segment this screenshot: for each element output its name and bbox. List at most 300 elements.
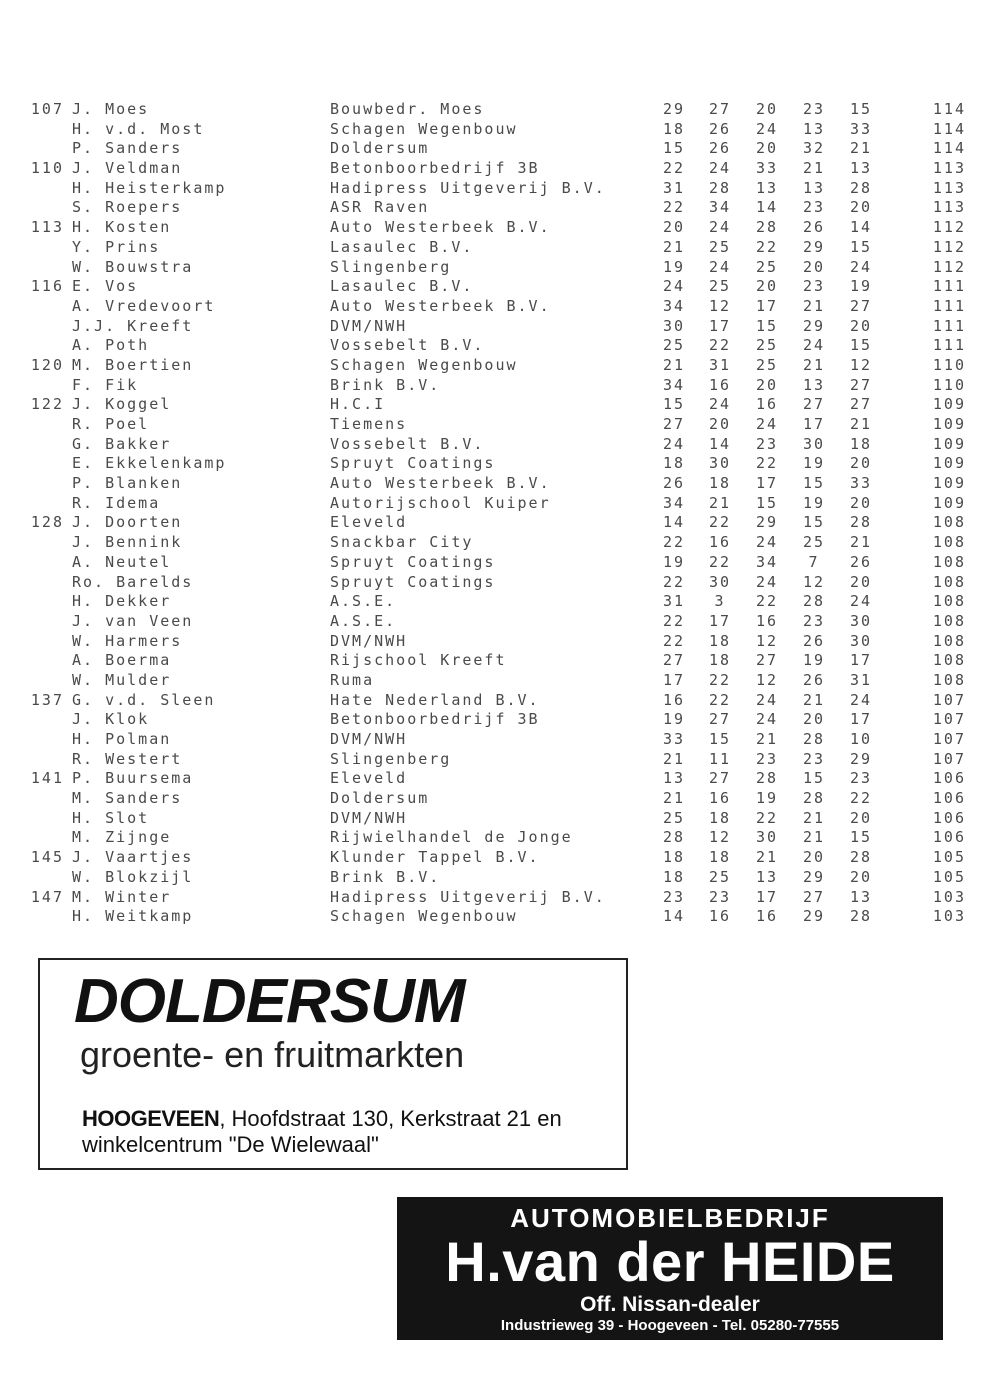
round-score: 33 bbox=[849, 119, 873, 138]
round-score: 33 bbox=[849, 474, 873, 493]
result-row bbox=[22, 100, 982, 120]
player-name: F. Fik bbox=[72, 375, 139, 394]
total-score: 112 bbox=[932, 257, 966, 276]
round-score: 26 bbox=[802, 218, 826, 237]
round-score: 20 bbox=[802, 848, 826, 867]
round-score: 23 bbox=[755, 749, 779, 768]
round-score: 23 bbox=[802, 100, 826, 118]
player-name: P. Blanken bbox=[72, 474, 183, 493]
round-score: 13 bbox=[802, 178, 826, 197]
round-score: 18 bbox=[708, 848, 732, 867]
result-row bbox=[22, 415, 982, 435]
heide-contact-line: Industrieweg 39 - Hoogeveen - Tel. 05280-77555 bbox=[500, 1317, 840, 1334]
player-name: P. Buursema bbox=[72, 769, 194, 788]
club-name: Hadipress Uitgeverij B.V. bbox=[330, 178, 606, 197]
total-score: 105 bbox=[932, 848, 966, 867]
round-score: 20 bbox=[849, 867, 873, 886]
round-score: 24 bbox=[662, 277, 686, 296]
round-score: 17 bbox=[708, 316, 732, 335]
total-score: 103 bbox=[932, 887, 966, 906]
total-score: 111 bbox=[932, 277, 966, 296]
round-score: 17 bbox=[849, 651, 873, 670]
round-score: 23 bbox=[755, 434, 779, 453]
result-row bbox=[22, 277, 982, 297]
round-score: 21 bbox=[662, 749, 686, 768]
total-score: 109 bbox=[932, 493, 966, 512]
doldersum-city: HOOGEVEEN bbox=[82, 1106, 220, 1131]
round-score: 17 bbox=[802, 415, 826, 433]
round-score: 12 bbox=[708, 296, 732, 315]
result-row bbox=[22, 179, 982, 199]
round-score: 28 bbox=[849, 907, 873, 926]
round-score: 17 bbox=[708, 611, 732, 630]
club-name: Lasaulec B.V. bbox=[330, 277, 474, 296]
round-score: 24 bbox=[802, 336, 826, 355]
result-row bbox=[22, 120, 982, 140]
round-score: 29 bbox=[802, 907, 826, 926]
round-score: 20 bbox=[849, 454, 873, 473]
round-score: 19 bbox=[802, 651, 826, 670]
round-score: 25 bbox=[708, 237, 732, 256]
round-score: 14 bbox=[708, 434, 732, 453]
result-row bbox=[22, 809, 982, 829]
round-score: 27 bbox=[849, 296, 873, 315]
round-score: 13 bbox=[662, 769, 686, 788]
round-score: 27 bbox=[708, 769, 732, 788]
total-score: 108 bbox=[932, 631, 966, 650]
rank: 107 bbox=[30, 100, 64, 118]
club-name: Hate Nederland B.V. bbox=[330, 690, 540, 709]
round-score: 30 bbox=[849, 611, 873, 630]
total-score: 114 bbox=[932, 100, 966, 118]
result-row bbox=[22, 573, 982, 593]
round-score: 15 bbox=[849, 828, 873, 847]
round-score: 15 bbox=[802, 769, 826, 788]
round-score: 13 bbox=[849, 159, 873, 178]
club-name: Spruyt Coatings bbox=[330, 454, 496, 473]
total-score: 106 bbox=[932, 808, 966, 827]
round-score: 28 bbox=[708, 178, 732, 197]
round-score: 18 bbox=[662, 848, 686, 867]
round-score: 25 bbox=[662, 808, 686, 827]
player-name: J. Bennink bbox=[72, 533, 183, 552]
round-score: 15 bbox=[755, 493, 779, 512]
round-score: 13 bbox=[755, 178, 779, 197]
club-name: Autorijschool Kuiper bbox=[330, 493, 551, 512]
result-row bbox=[22, 553, 982, 573]
round-score: 19 bbox=[662, 257, 686, 276]
heide-heading: AUTOMOBIELBEDRIJF bbox=[510, 1203, 830, 1233]
total-score: 108 bbox=[932, 513, 966, 532]
round-score: 16 bbox=[755, 395, 779, 414]
round-score: 31 bbox=[849, 670, 873, 689]
round-score: 22 bbox=[755, 237, 779, 256]
round-score: 22 bbox=[755, 808, 779, 827]
round-score: 30 bbox=[849, 631, 873, 650]
round-score: 20 bbox=[849, 493, 873, 512]
rank: 137 bbox=[30, 690, 64, 709]
club-name: Eleveld bbox=[330, 769, 408, 788]
result-row bbox=[22, 730, 982, 750]
player-name: M. Winter bbox=[72, 887, 172, 906]
player-name: A. Boerma bbox=[72, 651, 172, 670]
round-score: 24 bbox=[755, 119, 779, 138]
club-name: Bouwbedr. Moes bbox=[330, 100, 485, 118]
player-name: J. Koggel bbox=[72, 395, 172, 414]
round-score: 18 bbox=[708, 631, 732, 650]
round-score: 25 bbox=[662, 336, 686, 355]
round-score: 21 bbox=[802, 808, 826, 827]
round-score: 22 bbox=[708, 513, 732, 532]
round-score: 15 bbox=[708, 730, 732, 748]
round-score: 19 bbox=[662, 710, 686, 729]
club-name: Spruyt Coatings bbox=[330, 572, 496, 591]
club-name: Rijwielhandel de Jonge bbox=[330, 828, 573, 847]
club-name: Spruyt Coatings bbox=[330, 552, 496, 571]
club-name: Schagen Wegenbouw bbox=[330, 907, 518, 926]
result-row bbox=[22, 139, 982, 159]
club-name: Betonboorbedrijf 3B bbox=[330, 159, 540, 178]
round-score: 14 bbox=[849, 218, 873, 237]
round-score: 17 bbox=[755, 296, 779, 315]
round-score: 34 bbox=[708, 198, 732, 217]
round-score: 13 bbox=[755, 867, 779, 886]
round-score: 15 bbox=[849, 237, 873, 256]
total-score: 109 bbox=[932, 454, 966, 473]
heide-company-name: H.van der HEIDE bbox=[445, 1230, 895, 1293]
player-name: J. Vaartjes bbox=[72, 848, 194, 867]
round-score: 16 bbox=[708, 789, 732, 808]
club-name: Brink B.V. bbox=[330, 375, 441, 394]
round-score: 23 bbox=[662, 887, 686, 906]
round-score: 16 bbox=[662, 690, 686, 709]
total-score: 108 bbox=[932, 533, 966, 552]
total-score: 107 bbox=[932, 690, 966, 709]
club-name: DVM/NWH bbox=[330, 631, 408, 650]
heide-dealer-text: Off. Nissan-dealer bbox=[580, 1293, 760, 1316]
player-name: J. Klok bbox=[72, 710, 150, 729]
total-score: 111 bbox=[932, 336, 966, 355]
player-name: H. Slot bbox=[72, 808, 150, 827]
round-score: 20 bbox=[849, 198, 873, 217]
total-score: 108 bbox=[932, 611, 966, 630]
player-name: W. Blokzijl bbox=[72, 867, 194, 886]
round-score: 23 bbox=[849, 769, 873, 788]
club-name: Schagen Wegenbouw bbox=[330, 119, 518, 138]
total-score: 109 bbox=[932, 395, 966, 414]
total-score: 111 bbox=[932, 316, 966, 335]
round-score: 16 bbox=[755, 907, 779, 926]
round-score: 28 bbox=[802, 592, 826, 611]
round-score: 20 bbox=[849, 316, 873, 335]
total-score: 107 bbox=[932, 710, 966, 729]
total-score: 106 bbox=[932, 769, 966, 788]
club-name: Betonboorbedrijf 3B bbox=[330, 710, 540, 729]
round-score: 15 bbox=[755, 316, 779, 335]
player-name: Y. Prins bbox=[72, 237, 161, 256]
doldersum-logo-text: DOLDERSUM bbox=[74, 967, 465, 1036]
club-name: ASR Raven bbox=[330, 198, 430, 217]
round-score: 24 bbox=[849, 592, 873, 611]
round-score: 33 bbox=[755, 159, 779, 178]
round-score: 24 bbox=[755, 572, 779, 591]
doldersum-address-line1: , Hoofdstraat 130, Kerkstraat 21 en bbox=[219, 1106, 562, 1131]
round-score: 15 bbox=[662, 139, 686, 158]
round-score: 23 bbox=[802, 749, 826, 768]
round-score: 22 bbox=[662, 159, 686, 178]
total-score: 109 bbox=[932, 434, 966, 453]
rank: 141 bbox=[30, 769, 64, 788]
total-score: 113 bbox=[932, 159, 966, 178]
results-table bbox=[22, 100, 982, 927]
total-score: 105 bbox=[932, 867, 966, 886]
round-score: 23 bbox=[802, 277, 826, 296]
round-score: 20 bbox=[708, 415, 732, 433]
round-score: 24 bbox=[708, 395, 732, 414]
round-score: 30 bbox=[802, 434, 826, 453]
player-name: W. Bouwstra bbox=[72, 257, 194, 276]
round-score: 20 bbox=[755, 375, 779, 394]
round-score: 28 bbox=[802, 789, 826, 808]
total-score: 109 bbox=[932, 474, 966, 493]
round-score: 28 bbox=[662, 828, 686, 847]
player-name: J. van Veen bbox=[72, 611, 194, 630]
club-name: Brink B.V. bbox=[330, 867, 441, 886]
result-row bbox=[22, 710, 982, 730]
player-name: J. Moes bbox=[72, 100, 150, 118]
result-row bbox=[22, 769, 982, 789]
total-score: 108 bbox=[932, 651, 966, 670]
round-score: 17 bbox=[662, 670, 686, 689]
total-score: 106 bbox=[932, 828, 966, 847]
round-score: 24 bbox=[755, 533, 779, 552]
round-score: 24 bbox=[662, 434, 686, 453]
total-score: 108 bbox=[932, 592, 966, 611]
rank: 145 bbox=[30, 848, 64, 867]
round-score: 22 bbox=[708, 552, 732, 571]
club-name: A.S.E. bbox=[330, 611, 397, 630]
total-score: 113 bbox=[932, 198, 966, 217]
result-row bbox=[22, 317, 982, 337]
round-score: 19 bbox=[662, 552, 686, 571]
round-score: 30 bbox=[755, 828, 779, 847]
rank: 122 bbox=[30, 395, 64, 414]
round-score: 27 bbox=[802, 887, 826, 906]
round-score: 29 bbox=[849, 749, 873, 768]
player-name: H. Kosten bbox=[72, 218, 172, 237]
round-score: 24 bbox=[755, 710, 779, 729]
round-score: 24 bbox=[755, 690, 779, 709]
round-score: 14 bbox=[662, 513, 686, 532]
player-name: Ro. Barelds bbox=[72, 572, 194, 591]
result-row bbox=[22, 435, 982, 455]
round-score: 24 bbox=[708, 159, 732, 178]
club-name: Snackbar City bbox=[330, 533, 474, 552]
round-score: 21 bbox=[802, 690, 826, 709]
total-score: 103 bbox=[932, 907, 966, 926]
round-score: 25 bbox=[755, 336, 779, 355]
round-score: 22 bbox=[662, 611, 686, 630]
round-score: 14 bbox=[755, 198, 779, 217]
round-score: 30 bbox=[662, 316, 686, 335]
round-score: 25 bbox=[755, 257, 779, 276]
total-score: 111 bbox=[932, 296, 966, 315]
player-name: H. Weitkamp bbox=[72, 907, 194, 926]
club-name: Rijschool Kreeft bbox=[330, 651, 507, 670]
club-name: Vossebelt B.V. bbox=[330, 336, 485, 355]
rank: 120 bbox=[30, 355, 64, 374]
round-score: 20 bbox=[755, 100, 779, 118]
total-score: 112 bbox=[932, 218, 966, 237]
round-score: 21 bbox=[662, 237, 686, 256]
club-name: Schagen Wegenbouw bbox=[330, 355, 518, 374]
club-name: Auto Westerbeek B.V. bbox=[330, 474, 551, 493]
club-name: H.C.I bbox=[330, 395, 386, 414]
result-row bbox=[22, 750, 982, 770]
result-row bbox=[22, 533, 982, 553]
round-score: 20 bbox=[755, 139, 779, 158]
round-score: 21 bbox=[802, 159, 826, 178]
club-name: Klunder Tappel B.V. bbox=[330, 848, 540, 867]
round-score: 28 bbox=[755, 218, 779, 237]
round-score: 13 bbox=[802, 375, 826, 394]
round-score: 15 bbox=[662, 395, 686, 414]
round-score: 25 bbox=[708, 867, 732, 886]
total-score: 112 bbox=[932, 237, 966, 256]
result-row bbox=[22, 198, 982, 218]
round-score: 33 bbox=[662, 730, 686, 748]
round-score: 22 bbox=[662, 198, 686, 217]
round-score: 26 bbox=[802, 631, 826, 650]
club-name: DVM/NWH bbox=[330, 808, 408, 827]
total-score: 114 bbox=[932, 119, 966, 138]
round-score: 27 bbox=[849, 375, 873, 394]
club-name: Auto Westerbeek B.V. bbox=[330, 296, 551, 315]
rank: 110 bbox=[30, 159, 64, 178]
round-score: 28 bbox=[802, 730, 826, 748]
doldersum-address bbox=[82, 1106, 562, 1158]
result-row bbox=[22, 632, 982, 652]
round-score: 29 bbox=[662, 100, 686, 118]
round-score: 20 bbox=[849, 572, 873, 591]
round-score: 27 bbox=[662, 651, 686, 670]
player-name: M. Zijnge bbox=[72, 828, 172, 847]
player-name: G. v.d. Sleen bbox=[72, 690, 216, 709]
rank: 128 bbox=[30, 513, 64, 532]
club-name: DVM/NWH bbox=[330, 316, 408, 335]
result-row bbox=[22, 651, 982, 671]
round-score: 18 bbox=[708, 651, 732, 670]
club-name: Doldersum bbox=[330, 789, 430, 808]
player-name: H. v.d. Most bbox=[72, 119, 205, 138]
round-score: 22 bbox=[662, 631, 686, 650]
doldersum-address-line2: winkelcentrum "De Wielewaal" bbox=[82, 1132, 379, 1157]
round-score: 30 bbox=[708, 572, 732, 591]
result-row bbox=[22, 907, 982, 927]
round-score: 12 bbox=[755, 631, 779, 650]
round-score: 26 bbox=[849, 552, 873, 571]
rank: 147 bbox=[30, 887, 64, 906]
player-name: H. Dekker bbox=[72, 592, 172, 611]
round-score: 10 bbox=[849, 730, 873, 748]
total-score: 114 bbox=[932, 139, 966, 158]
round-score: 17 bbox=[755, 887, 779, 906]
total-score: 107 bbox=[932, 749, 966, 768]
result-row bbox=[22, 376, 982, 396]
player-name: A. Vredevoort bbox=[72, 296, 216, 315]
round-score: 22 bbox=[708, 670, 732, 689]
round-score: 28 bbox=[755, 769, 779, 788]
round-score: 21 bbox=[755, 848, 779, 867]
player-name: M. Boertien bbox=[72, 355, 194, 374]
round-score: 22 bbox=[708, 690, 732, 709]
round-score: 21 bbox=[802, 355, 826, 374]
round-score: 16 bbox=[708, 907, 732, 926]
result-row bbox=[22, 789, 982, 809]
round-score: 23 bbox=[802, 611, 826, 630]
total-score: 110 bbox=[932, 375, 966, 394]
total-score: 108 bbox=[932, 670, 966, 689]
club-name: Vossebelt B.V. bbox=[330, 434, 485, 453]
round-score: 22 bbox=[708, 336, 732, 355]
round-score: 7 bbox=[808, 552, 820, 571]
club-name: A.S.E. bbox=[330, 592, 397, 611]
round-score: 27 bbox=[708, 710, 732, 729]
player-name: G. Bakker bbox=[72, 434, 172, 453]
round-score: 26 bbox=[708, 139, 732, 158]
round-score: 29 bbox=[802, 237, 826, 256]
round-score: 18 bbox=[708, 474, 732, 493]
club-name: Slingenberg bbox=[330, 257, 452, 276]
round-score: 20 bbox=[849, 808, 873, 827]
round-score: 15 bbox=[802, 513, 826, 532]
round-score: 28 bbox=[849, 513, 873, 532]
club-name: Hadipress Uitgeverij B.V. bbox=[330, 887, 606, 906]
result-row bbox=[22, 218, 982, 238]
round-score: 21 bbox=[849, 415, 873, 433]
round-score: 19 bbox=[755, 789, 779, 808]
heide-advertisement bbox=[397, 1197, 943, 1340]
result-row bbox=[22, 671, 982, 691]
round-score: 15 bbox=[849, 336, 873, 355]
round-score: 29 bbox=[802, 867, 826, 886]
rank: 116 bbox=[30, 277, 64, 296]
round-score: 12 bbox=[755, 670, 779, 689]
round-score: 28 bbox=[849, 848, 873, 867]
club-name: Lasaulec B.V. bbox=[330, 237, 474, 256]
result-row bbox=[22, 828, 982, 848]
player-name: J. Veldman bbox=[72, 159, 183, 178]
result-row bbox=[22, 494, 982, 514]
club-name: Slingenberg bbox=[330, 749, 452, 768]
round-score: 27 bbox=[849, 395, 873, 414]
player-name: R. Idema bbox=[72, 493, 161, 512]
round-score: 32 bbox=[802, 139, 826, 158]
round-score: 19 bbox=[802, 493, 826, 512]
result-row bbox=[22, 691, 982, 711]
total-score: 108 bbox=[932, 552, 966, 571]
club-name: Auto Westerbeek B.V. bbox=[330, 218, 551, 237]
round-score: 23 bbox=[708, 887, 732, 906]
round-score: 15 bbox=[802, 474, 826, 493]
round-score: 16 bbox=[755, 611, 779, 630]
round-score: 21 bbox=[662, 355, 686, 374]
player-name: S. Roepers bbox=[72, 198, 183, 217]
round-score: 19 bbox=[802, 454, 826, 473]
round-score: 18 bbox=[662, 867, 686, 886]
round-score: 22 bbox=[662, 572, 686, 591]
round-score: 21 bbox=[802, 828, 826, 847]
